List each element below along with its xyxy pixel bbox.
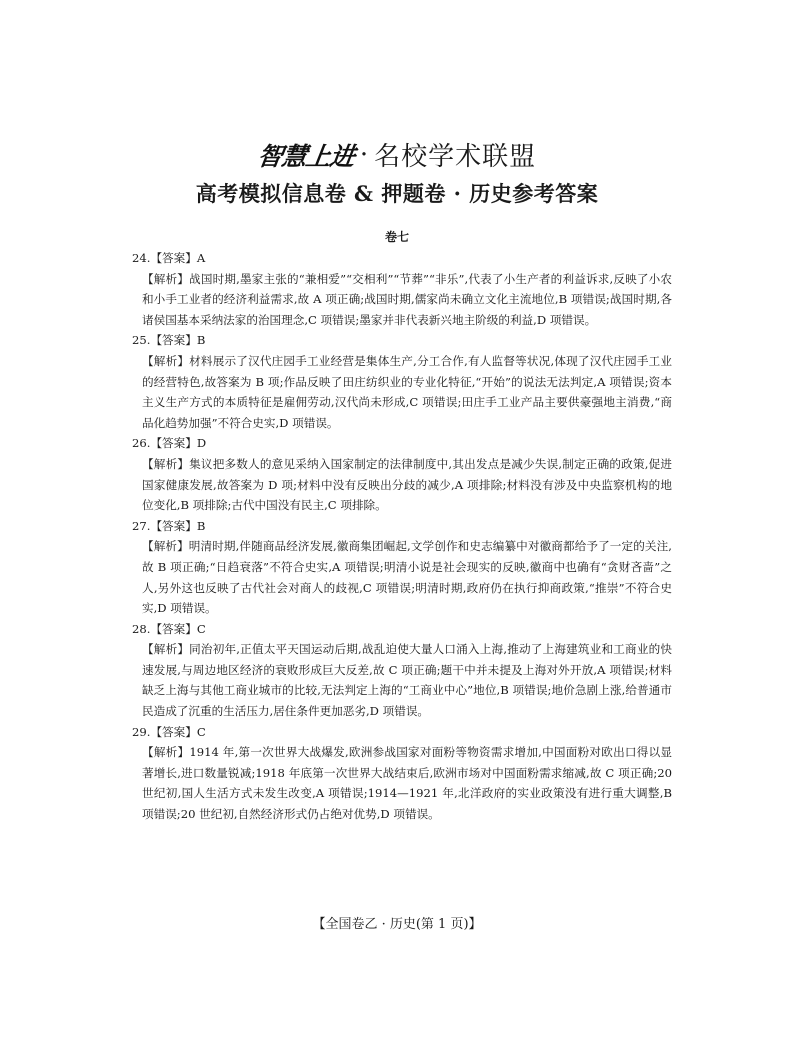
volume-label: 卷七 [384, 230, 409, 244]
answer-line: 25.【答案】B [132, 333, 206, 348]
answer-line: 28.【答案】C [132, 621, 206, 636]
explanation-text: 【解析】明清时期,伴随商品经济发展,徽商集团崛起,文学创作和史志编纂中对徽商都给予了一定的关注,故 B 项正确;“日趋衰落”不符合史实,A 项错误;明清小说是社会现实的反映,徽商中也确有“贪财吝啬”之人,另外这也反映了古代社会对商人的歧视,C 项错误;明清时期,政府仍在执行抑商政策,“推崇”不符合史实,D 项错误。 [142, 539, 672, 616]
question-item [132, 619, 672, 722]
brand-name: 名校学术联盟 [374, 142, 537, 172]
explanation-text: 【解析】集议把多数人的意见采纳入国家制定的法律制度中,其出发点是减少失误,制定正确的政策,促进国家健康发展,故答案为 D 项;材料中没有反映出分歧的减少,A 项排除;材料没有涉及中央监察机构的地位变化,B 项排除;古代中国没有民主,C 项排除。 [142, 456, 672, 513]
explanation-text: 【解析】战国时期,墨家主张的“兼相爱”“交相利”“节葬”“非乐”,代表了小生产者的利益诉求,反映了小农和小手工业者的经济利益需求,故 A 项正确;战国时期,儒家尚未确立文化主流地位,B 项错误;战国时期,各诸侯国基本采纳法家的治国理念,C 项错误;墨家并非代表新兴地主阶级的利益,D 项错误。 [142, 271, 672, 327]
answer-line: 27.【答案】B [132, 518, 206, 533]
brand-separator: · [359, 139, 369, 170]
answer-line: 26.【答案】D [132, 436, 207, 451]
explanation-text: 【解析】1914 年,第一次世界大战爆发,欧洲参战国家对面粉等物资需求增加,中国面粉对欧出口得以显著增长,进口数量锐减;1918 年底第一次世界大战结束后,欧洲市场对中国面粉需求缩减,故 C 项正确;20 世纪初,国人生活方式未发生改变,A 项错误;1914—1921 年,北洋政府的实业政策没有进行重大调整,B 项错误;20 世纪初,自然经济形式仍占绝对优势,D 项错误。 [142, 745, 672, 822]
answer-line: 24.【答案】A [132, 251, 206, 265]
question-item [132, 248, 672, 330]
explanation-text: 【解析】材料展示了汉代庄园手工业经营是集体生产,分工合作,有人监督等状况,体现了汉代庄园手工业的经营特色,故答案为 B 项;作品反映了田庄纺织业的专业化特征,“开始”的说法无法判定,A 项错误;资本主义生产方式的本质特征是雇佣劳动,汉代尚未形成,C 项错误;田庄手工业产品主要供豪强地主消费,“商品化趋势加强”不符合史实,D 项错误。 [142, 353, 672, 430]
explanation-text: 【解析】同治初年,正值太平天国运动后期,战乱迫使大量人口涌入上海,推动了上海建筑业和工商业的快速发展,与周边地区经济的衰败形成巨大反差,故 C 项正确;题干中并未提及上海对外开放,A 项错误;材料缺乏上海与其他工商业城市的比较,无法判定上海的“工商业中心”地位,B 项错误;地价急剧上涨,给普通市民造成了沉重的生活压力,居住条件更加恶劣,D 项错误。 [142, 642, 672, 719]
question-item [132, 433, 672, 515]
brand-logo: 智慧上进 [255, 141, 356, 171]
page-title: 高考模拟信息卷 & 押题卷 · 历史参考答案 [195, 181, 599, 206]
question-item [132, 722, 672, 825]
question-item [132, 516, 672, 619]
page-footer: 【全国卷乙 · 历史(第 1 页)】 [312, 917, 482, 932]
question-item [132, 330, 672, 433]
brand-header [0, 136, 794, 173]
answer-list [132, 248, 672, 825]
answer-line: 29.【答案】C [132, 724, 206, 739]
